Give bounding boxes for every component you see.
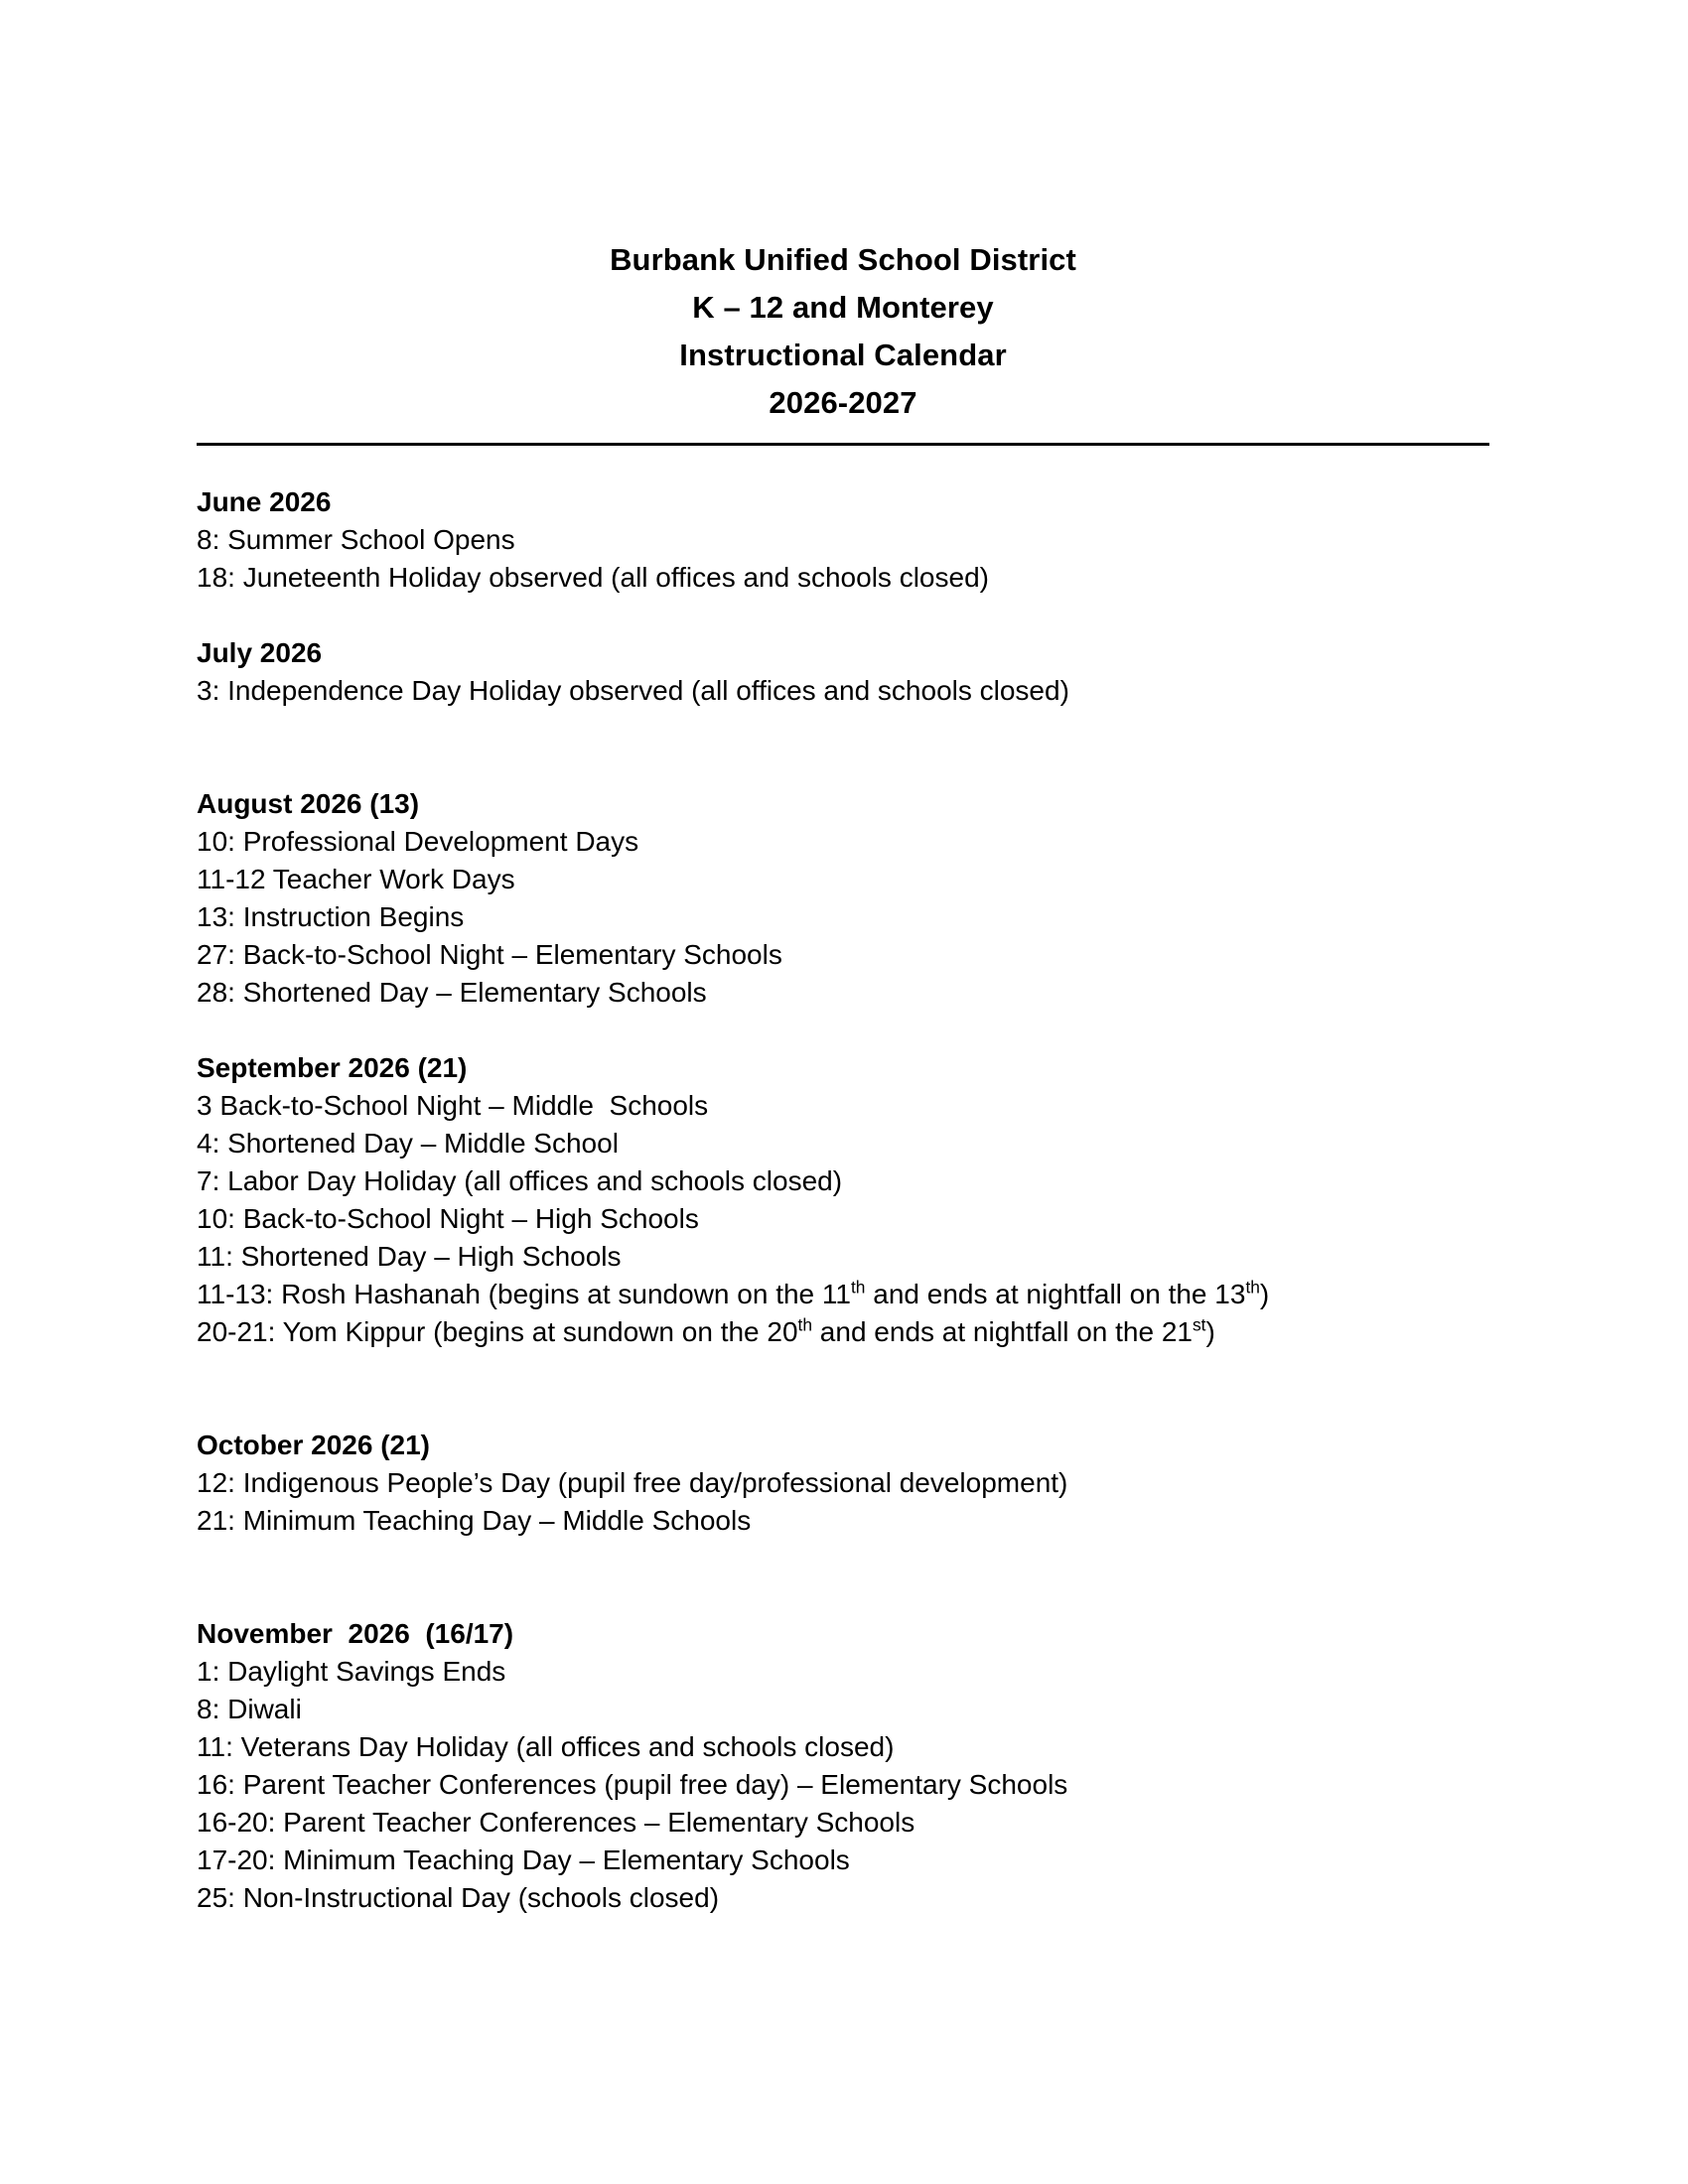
- event-line: 27: Back-to-School Night – Elementary Schools: [197, 939, 782, 970]
- month-heading-september-2026: September 2026 (21): [197, 1052, 468, 1083]
- event-line: 28: Shortened Day – Elementary Schools: [197, 977, 707, 1008]
- month-section-august-2026: [197, 785, 1648, 1012]
- month-section-june-2026: [197, 483, 1648, 597]
- event-line: 10: Back-to-School Night – High Schools: [197, 1203, 699, 1234]
- event-line: 7: Labor Day Holiday (all offices and schools closed): [197, 1165, 843, 1196]
- event-line: 12: Indigenous People’s Day (pupil free day/professional development): [197, 1467, 1068, 1498]
- event-line: 11-12 Teacher Work Days: [197, 864, 515, 894]
- event-line: 18: Juneteenth Holiday observed (all offices and schools closed): [197, 562, 989, 593]
- month-section-october-2026: [197, 1427, 1648, 1540]
- event-line: 3: Independence Day Holiday observed (all offices and schools closed): [197, 675, 1069, 706]
- event-line: 13: Instruction Begins: [197, 901, 465, 932]
- event-line: 20-21: Yom Kippur (begins at sundown on the 20th and ends at nightfall on the 21st): [197, 1314, 1215, 1347]
- event-line: 4: Shortened Day – Middle School: [197, 1128, 619, 1159]
- event-line: 3 Back-to-School Night – Middle Schools: [197, 1090, 709, 1121]
- title-line-grades: K – 12 and Monterey: [692, 290, 994, 325]
- event-line: 11: Shortened Day – High Schools: [197, 1241, 622, 1272]
- title-line-school-year: 2026-2027: [769, 385, 917, 420]
- ordinal-suffix: th: [797, 1314, 813, 1335]
- month-heading-june-2026: June 2026: [197, 486, 332, 517]
- event-line: 16: Parent Teacher Conferences (pupil free day) – Elementary Schools: [197, 1769, 1068, 1800]
- event-line: 17-20: Minimum Teaching Day – Elementary Schools: [197, 1844, 850, 1875]
- ordinal-suffix: th: [1245, 1277, 1260, 1297]
- month-heading-august-2026: August 2026 (13): [197, 788, 420, 819]
- month-section-july-2026: [197, 634, 1648, 710]
- month-section-september-2026: [197, 1049, 1648, 1351]
- event-line: 21: Minimum Teaching Day – Middle Schools: [197, 1505, 752, 1536]
- ordinal-suffix: st: [1193, 1314, 1206, 1335]
- event-line: 8: Diwali: [197, 1694, 302, 1724]
- event-line: 8: Summer School Opens: [197, 524, 515, 555]
- event-line: 25: Non-Instructional Day (schools closed): [197, 1882, 720, 1913]
- month-heading-july-2026: July 2026: [197, 637, 323, 668]
- month-heading-november-2026: November 2026 (16/17): [197, 1618, 514, 1649]
- event-line: 16-20: Parent Teacher Conferences – Elementary Schools: [197, 1807, 915, 1838]
- title-line-district: Burbank Unified School District: [610, 242, 1076, 277]
- event-line: 1: Daylight Savings Ends: [197, 1656, 506, 1687]
- ordinal-suffix: th: [850, 1277, 866, 1297]
- document-title-block: [0, 0, 1688, 427]
- calendar-sections: [0, 446, 1688, 1917]
- event-line: 11: Veterans Day Holiday (all offices and schools closed): [197, 1731, 895, 1762]
- event-line: 11-13: Rosh Hashanah (begins at sundown on the 11th and ends at nightfall on the 13th): [197, 1277, 1270, 1309]
- title-line-calendar-type: Instructional Calendar: [679, 338, 1007, 372]
- month-section-november-2026: [197, 1615, 1648, 1917]
- event-line: 10: Professional Development Days: [197, 826, 639, 857]
- month-heading-october-2026: October 2026 (21): [197, 1430, 430, 1460]
